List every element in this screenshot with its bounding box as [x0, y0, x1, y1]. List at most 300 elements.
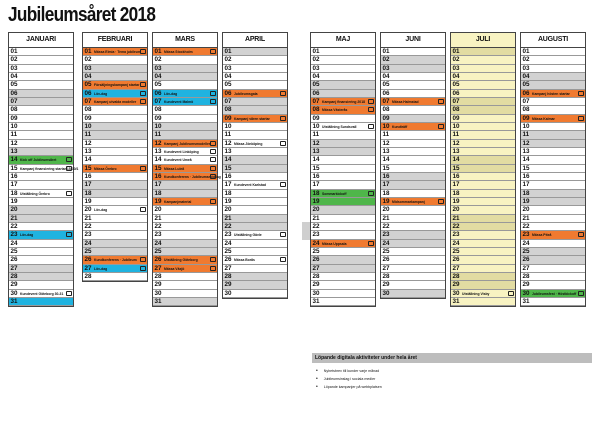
day-row[interactable] [223, 206, 287, 214]
day-row[interactable] [153, 81, 217, 89]
day-row[interactable] [381, 123, 445, 131]
day-row[interactable] [451, 65, 515, 73]
day-number: 16 [312, 172, 320, 180]
day-row[interactable] [311, 290, 375, 298]
day-row[interactable] [83, 190, 147, 198]
day-number: 02 [224, 56, 232, 64]
day-row[interactable] [521, 273, 585, 281]
day-row[interactable] [451, 156, 515, 164]
day-number: 22 [452, 222, 460, 230]
day-row[interactable] [381, 115, 445, 123]
day-row[interactable] [153, 248, 217, 256]
day-number: 13 [154, 147, 162, 155]
day-row[interactable] [9, 131, 73, 139]
day-row[interactable] [521, 281, 585, 289]
day-row[interactable] [153, 198, 217, 206]
day-row[interactable] [451, 140, 515, 148]
day-row[interactable] [451, 90, 515, 98]
day-row[interactable] [311, 198, 375, 206]
day-row[interactable] [153, 115, 217, 123]
day-row[interactable] [9, 173, 73, 181]
day-number: 04 [224, 72, 232, 80]
day-row[interactable] [83, 173, 147, 181]
day-row[interactable] [83, 98, 147, 106]
day-row[interactable] [83, 240, 147, 248]
day-row[interactable] [381, 281, 445, 289]
day-row[interactable] [521, 106, 585, 114]
day-row[interactable] [9, 148, 73, 156]
day-row[interactable] [311, 123, 375, 131]
day-row[interactable] [223, 248, 287, 256]
day-row[interactable] [223, 56, 287, 64]
month-maj [310, 32, 376, 307]
day-row[interactable] [381, 190, 445, 198]
event-label: Kampanj utvalda modeller [94, 99, 137, 104]
day-row[interactable] [451, 73, 515, 81]
day-row[interactable] [223, 106, 287, 114]
day-row[interactable] [381, 240, 445, 248]
day-row[interactable] [311, 256, 375, 264]
day-row[interactable] [451, 148, 515, 156]
day-number: 04 [154, 72, 162, 80]
day-row[interactable] [83, 256, 147, 264]
day-row[interactable] [521, 131, 585, 139]
day-row[interactable] [153, 48, 217, 56]
day-row[interactable] [153, 231, 217, 239]
day-number: 15 [224, 164, 232, 172]
day-row[interactable] [223, 156, 287, 164]
day-row[interactable] [311, 131, 375, 139]
day-row[interactable] [311, 98, 375, 106]
day-row[interactable] [153, 131, 217, 139]
day-number: 01 [522, 48, 530, 55]
event-label: Löv-dag [20, 233, 34, 238]
day-number: 01 [154, 48, 162, 55]
day-row[interactable] [311, 173, 375, 181]
day-row[interactable] [381, 273, 445, 281]
day-row[interactable] [451, 215, 515, 223]
day-row[interactable] [381, 181, 445, 189]
day-row[interactable] [83, 131, 147, 139]
day-row[interactable] [9, 231, 73, 239]
day-row[interactable] [311, 148, 375, 156]
day-row[interactable] [381, 198, 445, 206]
day-row[interactable] [521, 298, 585, 306]
day-row[interactable] [153, 156, 217, 164]
day-row[interactable] [223, 90, 287, 98]
day-row[interactable] [521, 48, 585, 56]
day-row[interactable] [381, 265, 445, 273]
day-row[interactable] [223, 73, 287, 81]
day-row[interactable] [223, 281, 287, 289]
day-row[interactable] [153, 273, 217, 281]
day-row[interactable] [311, 273, 375, 281]
day-number: 17 [154, 181, 162, 189]
day-row[interactable] [83, 273, 147, 281]
day-row[interactable] [83, 165, 147, 173]
day-row[interactable] [153, 65, 217, 73]
day-row[interactable] [451, 231, 515, 239]
day-number: 11 [84, 131, 92, 139]
day-number: 07 [154, 97, 162, 105]
day-row[interactable] [451, 98, 515, 106]
day-number: 15 [84, 164, 92, 172]
day-row[interactable] [311, 140, 375, 148]
day-row[interactable] [83, 198, 147, 206]
day-row[interactable] [83, 148, 147, 156]
day-row[interactable] [451, 115, 515, 123]
event-icon [368, 124, 374, 129]
day-row[interactable] [521, 81, 585, 89]
day-row[interactable] [381, 231, 445, 239]
day-row[interactable] [311, 115, 375, 123]
day-row[interactable] [451, 81, 515, 89]
day-row[interactable] [9, 98, 73, 106]
day-row[interactable] [521, 206, 585, 214]
day-row[interactable] [83, 215, 147, 223]
day-row[interactable] [311, 248, 375, 256]
day-row[interactable] [83, 65, 147, 73]
day-row[interactable] [153, 165, 217, 173]
day-row[interactable] [381, 165, 445, 173]
day-row[interactable] [521, 148, 585, 156]
day-number: 20 [452, 206, 460, 214]
day-row[interactable] [9, 290, 73, 298]
day-row[interactable] [223, 98, 287, 106]
day-row[interactable] [9, 90, 73, 98]
day-row[interactable] [153, 172, 221, 181]
day-number: 02 [10, 56, 18, 64]
day-number: 20 [224, 206, 232, 214]
day-row[interactable] [9, 223, 73, 231]
day-row[interactable] [153, 123, 217, 131]
day-row[interactable] [311, 81, 375, 89]
day-row[interactable] [9, 140, 73, 148]
day-row[interactable] [381, 215, 445, 223]
day-row[interactable] [153, 215, 217, 223]
day-row[interactable] [521, 190, 585, 198]
day-row[interactable] [9, 156, 73, 164]
day-row[interactable] [381, 156, 445, 164]
day-row[interactable] [311, 215, 375, 223]
day-number: 06 [84, 89, 92, 97]
day-number: 01 [224, 48, 232, 55]
day-number: 09 [452, 114, 460, 122]
day-row[interactable] [521, 56, 585, 64]
day-number: 02 [382, 56, 390, 64]
event-icon [210, 174, 216, 179]
day-row[interactable] [521, 173, 585, 181]
day-row[interactable] [521, 223, 585, 231]
day-row[interactable] [311, 231, 375, 239]
day-row[interactable] [381, 131, 445, 139]
day-row[interactable] [9, 56, 73, 64]
day-row[interactable] [381, 73, 445, 81]
day-row[interactable] [83, 265, 147, 273]
day-row[interactable] [9, 123, 73, 131]
event-icon [140, 82, 146, 87]
day-row[interactable] [9, 256, 73, 264]
day-row[interactable] [153, 148, 217, 156]
day-row[interactable] [451, 190, 515, 198]
day-row[interactable] [451, 131, 515, 139]
day-number: 30 [154, 289, 162, 297]
day-row[interactable] [451, 173, 515, 181]
day-number: 13 [452, 147, 460, 155]
event-label: Försäljningskampanj startar [94, 83, 140, 88]
day-row[interactable] [223, 290, 287, 298]
day-row[interactable] [311, 223, 375, 231]
event-label: Mässa Borås [234, 258, 255, 263]
day-row[interactable] [9, 164, 79, 173]
day-row[interactable] [451, 298, 515, 306]
day-row[interactable] [223, 240, 287, 248]
day-row[interactable] [9, 65, 73, 73]
day-row[interactable] [521, 240, 585, 248]
day-row[interactable] [153, 206, 217, 214]
day-row[interactable] [451, 106, 515, 114]
day-row[interactable] [153, 98, 217, 106]
day-row[interactable] [83, 106, 147, 114]
day-row[interactable] [153, 256, 217, 264]
day-row[interactable] [9, 206, 73, 214]
day-row[interactable] [223, 123, 287, 131]
day-number: 07 [84, 97, 92, 105]
day-row[interactable] [83, 140, 147, 148]
day-row[interactable] [153, 190, 217, 198]
day-row[interactable] [223, 231, 287, 239]
day-row[interactable] [9, 215, 73, 223]
day-row[interactable] [311, 265, 375, 273]
day-row[interactable] [451, 165, 515, 173]
day-row[interactable] [311, 73, 375, 81]
day-row[interactable] [381, 90, 445, 98]
day-number: 05 [522, 81, 530, 89]
day-row[interactable] [153, 298, 217, 306]
day-row[interactable] [153, 56, 217, 64]
day-row[interactable] [153, 240, 217, 248]
day-row[interactable] [153, 281, 217, 289]
day-row[interactable] [381, 48, 445, 56]
day-row[interactable] [451, 273, 515, 281]
day-row[interactable] [311, 298, 375, 306]
event-icon [140, 91, 146, 96]
day-row[interactable] [83, 56, 147, 64]
day-row[interactable] [381, 106, 445, 114]
day-row[interactable] [451, 56, 515, 64]
event-label: Kundevent Umeå [164, 158, 192, 163]
day-number: 02 [522, 56, 530, 64]
day-number: 27 [382, 264, 390, 272]
day-row[interactable] [521, 98, 585, 106]
day-row[interactable] [311, 181, 375, 189]
day-row[interactable] [381, 65, 445, 73]
day-row[interactable] [521, 73, 585, 81]
day-row[interactable] [223, 140, 287, 148]
event-icon [210, 141, 216, 146]
day-row[interactable] [381, 223, 445, 231]
day-number: 08 [224, 106, 232, 114]
day-row[interactable] [83, 181, 147, 189]
day-row[interactable] [521, 90, 585, 98]
day-row[interactable] [311, 90, 375, 98]
day-row[interactable] [153, 106, 217, 114]
day-row[interactable] [451, 265, 515, 273]
day-row[interactable] [83, 73, 147, 81]
day-row[interactable] [311, 190, 375, 198]
day-row[interactable] [311, 48, 375, 56]
day-row[interactable] [311, 206, 375, 214]
day-row[interactable] [311, 156, 375, 164]
day-row[interactable] [521, 231, 585, 239]
day-number: 03 [154, 64, 162, 72]
day-row[interactable] [381, 148, 445, 156]
day-row[interactable] [381, 256, 445, 264]
day-row[interactable] [311, 106, 375, 114]
day-row[interactable] [223, 215, 287, 223]
day-row[interactable] [9, 190, 73, 198]
day-row[interactable] [521, 256, 585, 264]
day-row[interactable] [9, 198, 73, 206]
day-number: 21 [312, 214, 320, 222]
day-row[interactable] [311, 65, 375, 73]
day-row[interactable] [223, 173, 287, 181]
day-row[interactable] [381, 206, 445, 214]
day-row[interactable] [9, 248, 73, 256]
day-row[interactable] [153, 73, 217, 81]
day-row[interactable] [223, 256, 287, 264]
day-row[interactable] [223, 48, 287, 56]
day-row[interactable] [451, 248, 515, 256]
day-row[interactable] [223, 198, 287, 206]
month-header: MAJ [311, 33, 375, 48]
day-row[interactable] [9, 81, 73, 89]
day-row[interactable] [381, 98, 445, 106]
day-row[interactable] [311, 281, 375, 289]
day-row[interactable] [521, 165, 585, 173]
day-row[interactable] [83, 231, 147, 239]
day-row[interactable] [381, 173, 445, 181]
day-row[interactable] [521, 140, 585, 148]
day-row[interactable] [9, 265, 73, 273]
day-row[interactable] [9, 181, 73, 189]
day-row[interactable] [83, 223, 147, 231]
day-row[interactable] [451, 206, 515, 214]
day-row[interactable] [83, 81, 147, 89]
day-row[interactable] [451, 290, 515, 298]
event-icon [280, 116, 286, 121]
day-row[interactable] [521, 65, 585, 73]
month-header: AUGUSTI [521, 33, 585, 48]
day-row[interactable] [451, 223, 515, 231]
day-row[interactable] [381, 248, 445, 256]
day-row[interactable] [521, 181, 585, 189]
day-number: 03 [452, 64, 460, 72]
day-row[interactable] [521, 290, 585, 298]
day-row[interactable] [83, 115, 147, 123]
day-row[interactable] [521, 123, 585, 131]
day-row[interactable] [223, 65, 287, 73]
day-row[interactable] [83, 248, 147, 256]
day-row[interactable] [153, 181, 217, 189]
day-row[interactable] [223, 81, 287, 89]
day-row[interactable] [311, 56, 375, 64]
day-row[interactable] [9, 115, 73, 123]
day-number: 04 [84, 72, 92, 80]
day-row[interactable] [153, 90, 217, 98]
day-row[interactable] [521, 265, 585, 273]
day-row[interactable] [521, 115, 585, 123]
day-row[interactable] [9, 106, 73, 114]
day-row[interactable] [153, 223, 217, 231]
day-row[interactable] [521, 198, 585, 206]
day-row[interactable] [9, 281, 73, 289]
day-row[interactable] [451, 123, 515, 131]
day-row[interactable] [83, 90, 147, 98]
day-row[interactable] [83, 48, 147, 56]
day-row[interactable] [223, 223, 287, 231]
day-row[interactable] [153, 290, 217, 298]
day-row[interactable] [521, 156, 585, 164]
day-row[interactable] [223, 148, 287, 156]
day-number: 20 [84, 206, 92, 214]
day-row[interactable] [451, 48, 515, 56]
day-row[interactable] [311, 240, 375, 248]
day-row[interactable] [521, 215, 585, 223]
day-row[interactable] [223, 115, 287, 123]
day-row[interactable] [311, 165, 375, 173]
day-row[interactable] [451, 256, 515, 264]
day-number: 11 [452, 131, 460, 139]
day-number: 28 [10, 272, 18, 280]
day-row[interactable] [223, 165, 287, 173]
day-row[interactable] [153, 265, 217, 273]
day-number: 15 [522, 164, 530, 172]
day-row[interactable] [381, 290, 445, 298]
day-row[interactable] [223, 131, 287, 139]
day-row[interactable] [9, 48, 73, 56]
day-row[interactable] [153, 140, 217, 148]
month-januari [8, 32, 79, 307]
day-number: 06 [522, 89, 530, 97]
day-row[interactable] [521, 248, 585, 256]
day-row[interactable] [9, 240, 73, 248]
day-number: 31 [452, 297, 460, 305]
day-row[interactable] [9, 73, 73, 81]
day-row[interactable] [223, 190, 287, 198]
day-row[interactable] [83, 206, 147, 214]
event-icon [66, 291, 72, 296]
event-label: Kundevent Karlstad [234, 183, 267, 188]
day-row[interactable] [9, 273, 73, 281]
event-icon [66, 166, 72, 171]
day-row[interactable] [223, 273, 287, 281]
day-number: 18 [522, 189, 530, 197]
day-row[interactable] [451, 240, 515, 248]
day-row[interactable] [451, 198, 515, 206]
day-row[interactable] [83, 123, 147, 131]
day-row[interactable] [381, 56, 445, 64]
day-row[interactable] [381, 140, 445, 148]
day-row[interactable] [451, 181, 515, 189]
event-icon [140, 49, 146, 54]
day-row[interactable] [451, 281, 515, 289]
day-row[interactable] [83, 156, 147, 164]
day-row[interactable] [9, 298, 73, 306]
day-row[interactable] [223, 181, 287, 189]
day-row[interactable] [223, 265, 287, 273]
day-row[interactable] [381, 81, 445, 89]
